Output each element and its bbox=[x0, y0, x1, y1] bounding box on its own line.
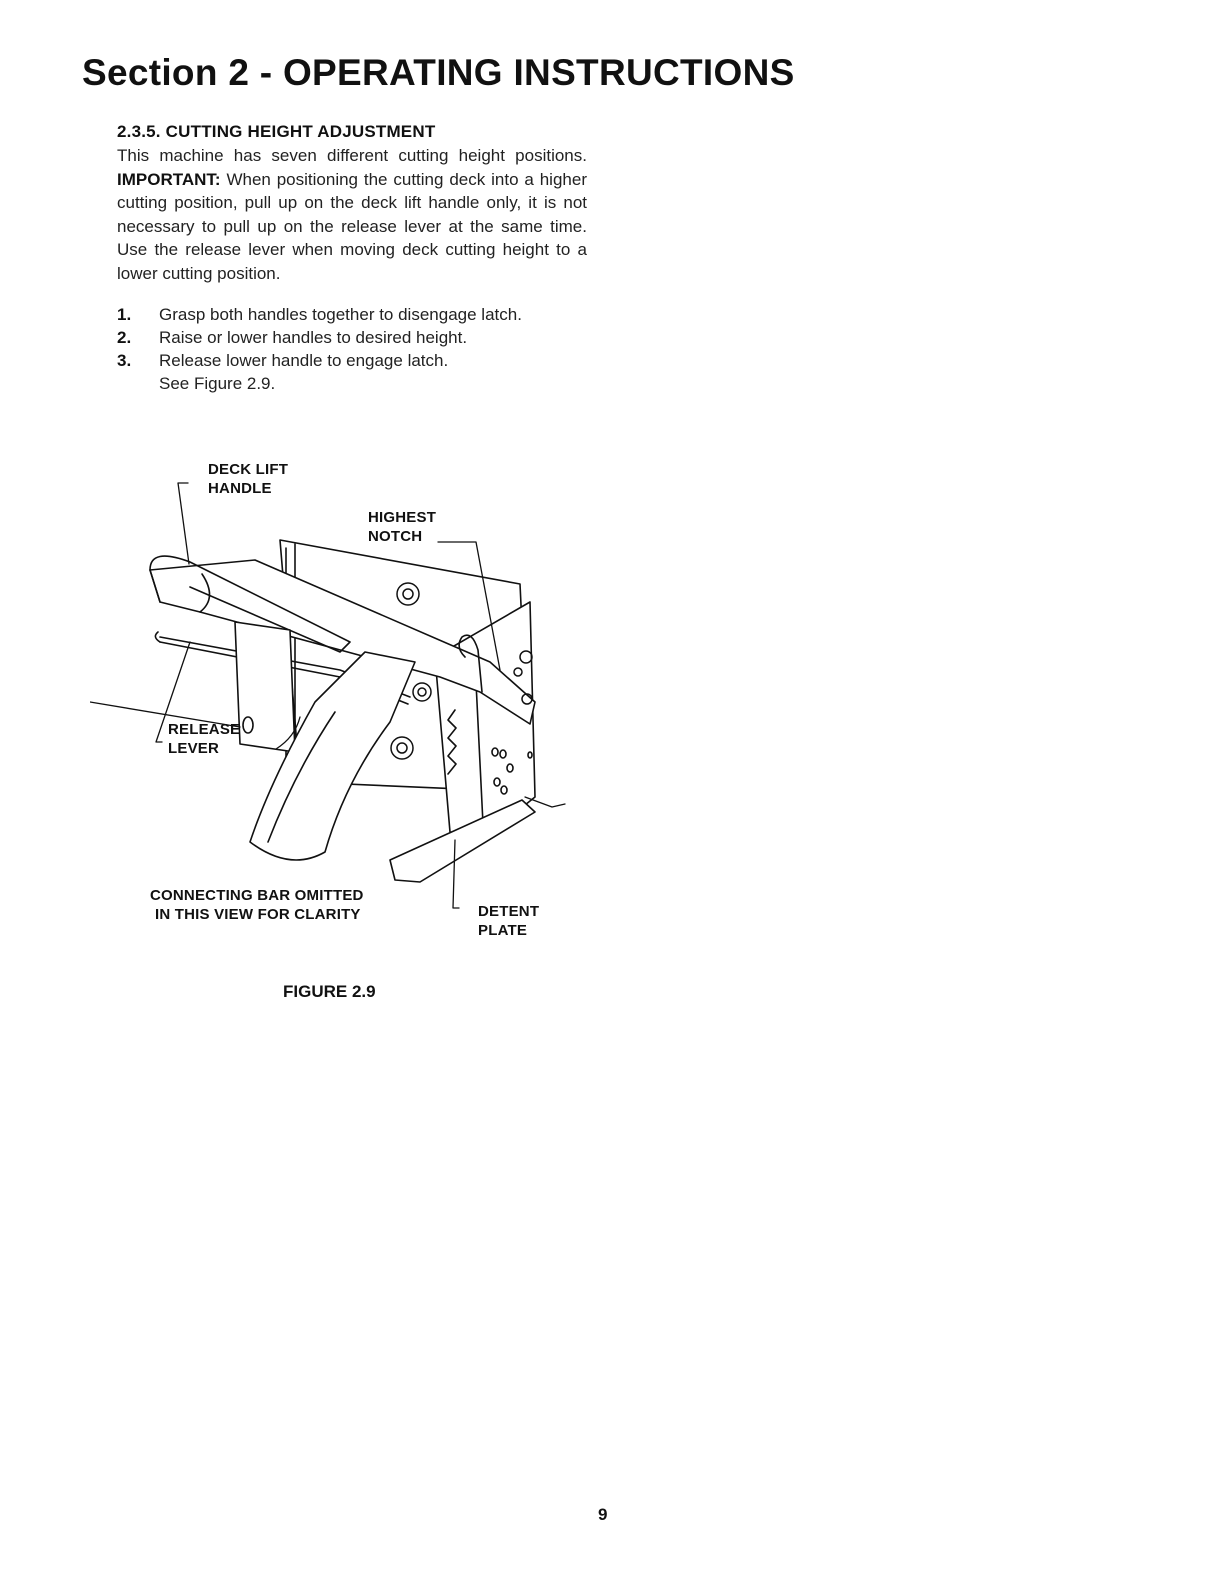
step-text: Release lower handle to engage latch. bbox=[159, 351, 449, 370]
step-number: 3. bbox=[117, 351, 132, 370]
para-intro: This machine has seven different cutting height positions. bbox=[117, 146, 587, 165]
detent-plate-label: DETENT PLATE bbox=[478, 903, 540, 939]
steps-list bbox=[117, 303, 587, 395]
highest-notch-label: HIGHEST NOTCH bbox=[368, 509, 437, 545]
step-item bbox=[117, 303, 587, 326]
connecting-bar-note: CONNECTING BAR OMITTED IN THIS VIEW FOR CLARITY bbox=[150, 887, 364, 923]
step-text: Grasp both handles together to disengage latch. bbox=[159, 305, 522, 324]
subheading: 2.3.5. CUTTING HEIGHT ADJUSTMENT bbox=[117, 122, 436, 141]
figure-caption: FIGURE 2.9 bbox=[283, 982, 376, 1001]
step-number: 2. bbox=[117, 328, 132, 347]
para-rest: When positioning the cutting deck into a higher cutting position, pull up on the deck lift handle only, it is not necessary to pull up on the release lever at the same time. Use the release lever when moving deck cutting height to a lower cutting position. bbox=[117, 169, 587, 283]
figure-2-9 bbox=[90, 452, 590, 997]
step-number: 1. bbox=[117, 305, 132, 324]
release-lever-plate bbox=[235, 622, 295, 752]
section-title: Section 2 - OPERATING INSTRUCTIONS bbox=[82, 52, 795, 93]
page-number: 9 bbox=[598, 1505, 608, 1524]
step-item bbox=[117, 349, 587, 372]
step-text: Raise or lower handles to desired height. bbox=[159, 328, 468, 347]
deck-lift-handle-label: DECK LIFT HANDLE bbox=[208, 461, 289, 497]
release-lever-label: RELEASE LEVER bbox=[168, 721, 241, 757]
instructions-content bbox=[117, 122, 587, 395]
instruction-paragraph bbox=[117, 144, 587, 285]
see-figure-text: See Figure 2.9. bbox=[159, 374, 276, 393]
important-label: IMPORTANT: bbox=[117, 169, 221, 189]
step-item bbox=[117, 326, 587, 349]
see-figure-line bbox=[117, 372, 587, 395]
